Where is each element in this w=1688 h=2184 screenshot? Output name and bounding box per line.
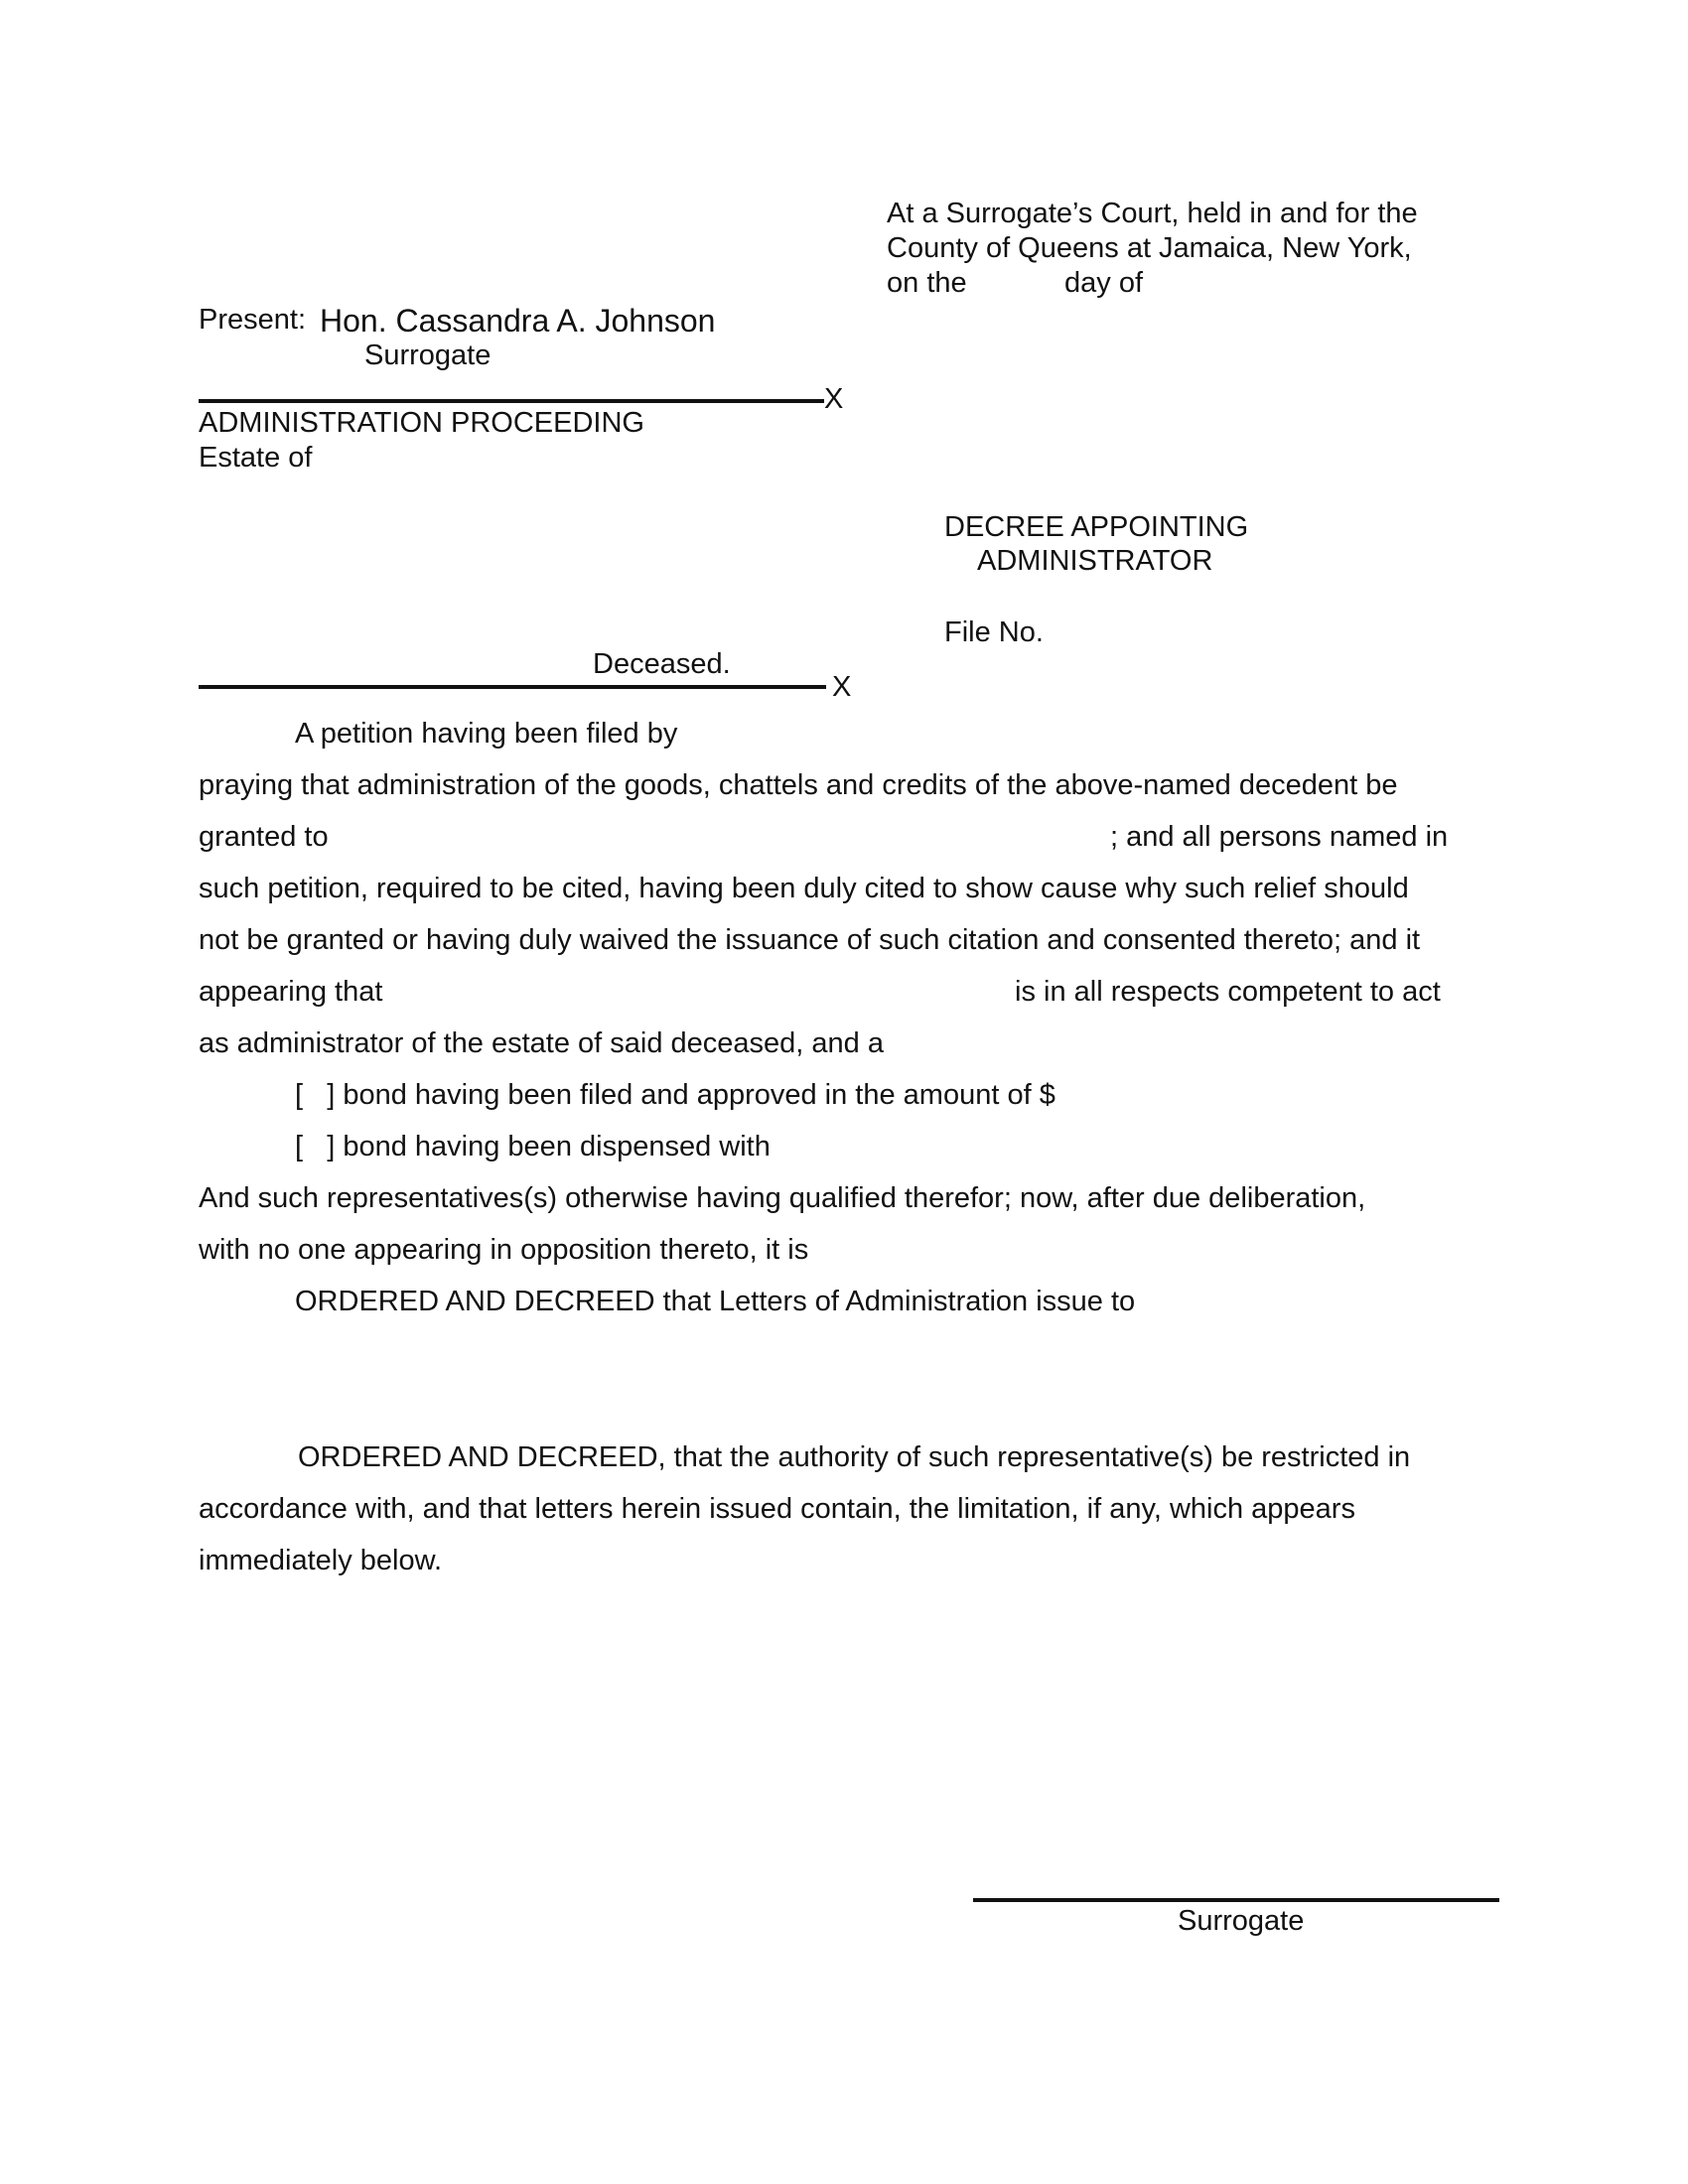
order-restriction-line2: accordance with, and that letters herein issued contain, the limitation, if any, which appears [199,1493,1355,1525]
caption-top-x: X [824,383,844,415]
file-number-label: File No. [944,616,1044,648]
petition-line1: A petition having been filed by [295,718,678,750]
qualified-line2: with no one appearing in opposition thereto, it is [199,1234,809,1266]
bond-filed-checkbox-line: [ ] bond having been filed and approved in the amount of $ [295,1079,1055,1111]
proceeding-type: ADMINISTRATION PROCEEDING [199,407,644,439]
court-header-line1: At a Surrogate’s Court, held in and for the [887,198,1418,229]
caption-bottom-x: X [832,671,852,703]
present-label: Present: [199,304,306,336]
judge-title: Surrogate [364,340,492,371]
deceased-label: Deceased. [593,648,731,680]
caption-top-rule [199,399,824,403]
caption-bottom-rule [199,685,826,689]
petition-line6-end: is in all respects competent to act [1015,976,1441,1008]
signature-label: Surrogate [1178,1905,1305,1937]
petition-line7: as administrator of the estate of said deceased, and a [199,1027,884,1059]
qualified-line1: And such representatives(s) otherwise having qualified therefor; now, after due deliberation, [199,1182,1366,1214]
order-restriction-line1: ORDERED AND DECREED, that the authority of such representative(s) be restricted in [298,1441,1411,1473]
court-header-line2: County of Queens at Jamaica, New York, [887,232,1412,264]
judge-name: Hon. Cassandra A. Johnson [320,303,716,339]
order-restriction-line3: immediately below. [199,1545,442,1576]
petition-line2: praying that administration of the goods, chattels and credits of the above-named decedent be [199,769,1398,801]
estate-of: Estate of [199,442,313,474]
order-letters-issue: ORDERED AND DECREED that Letters of Administration issue to [295,1286,1136,1317]
petition-line6-start: appearing that [199,976,383,1008]
court-header-on-the: on the [887,267,967,299]
court-header-day-of: day of [1064,267,1143,299]
bond-dispensed-checkbox-line: [ ] bond having been dispensed with [295,1131,771,1162]
petition-line3-end: ; and all persons named in [1110,821,1449,853]
petition-line5: not be granted or having duly waived the issuance of such citation and consented thereto; and it [199,924,1421,956]
decree-title-line2: ADMINISTRATOR [977,545,1213,577]
petition-line3-start: granted to [199,821,329,853]
signature-line [973,1898,1499,1902]
decree-title-line1: DECREE APPOINTING [944,511,1249,543]
petition-line4: such petition, required to be cited, having been duly cited to show cause why such relief should [199,873,1409,904]
